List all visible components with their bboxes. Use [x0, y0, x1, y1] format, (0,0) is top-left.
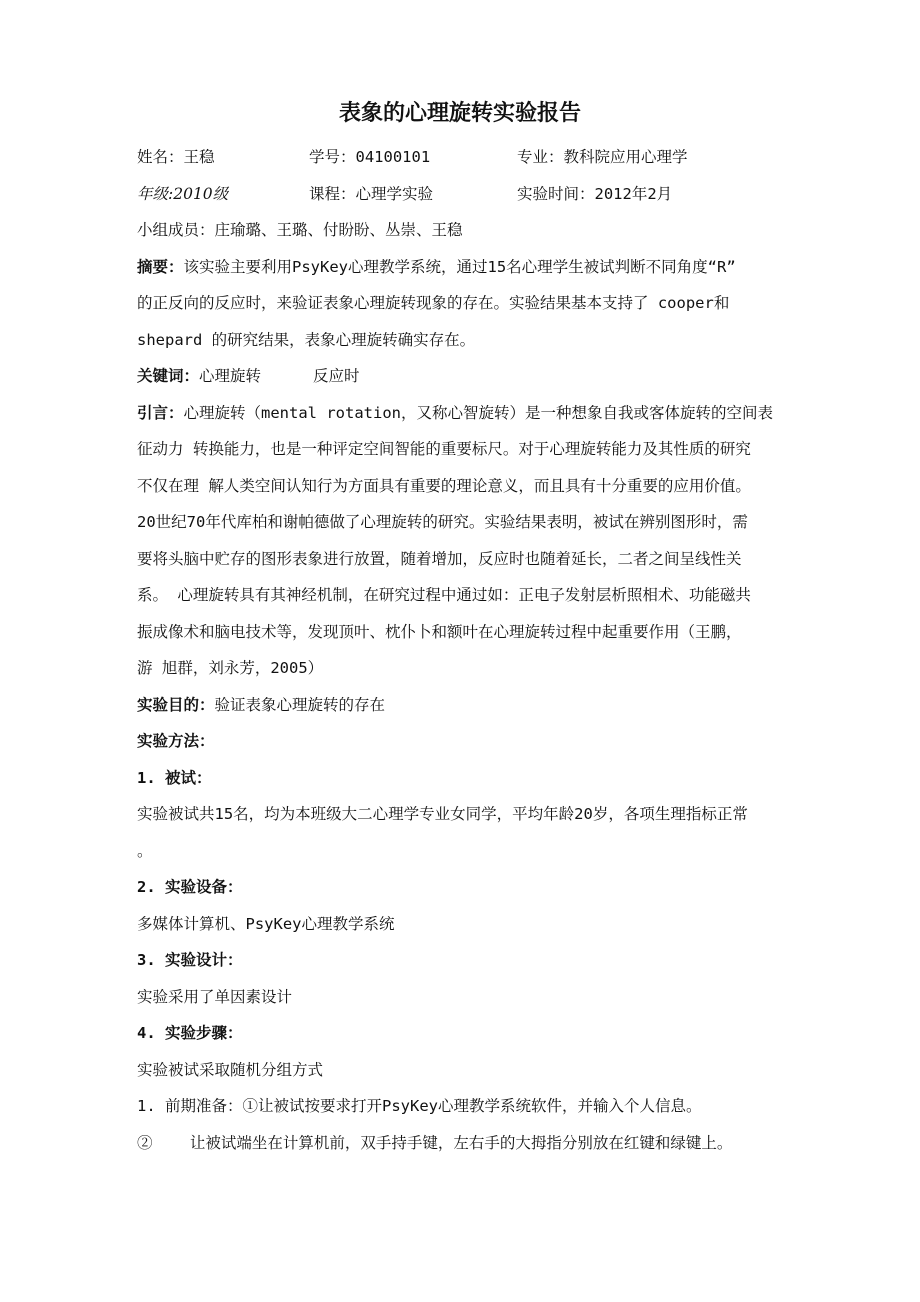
abstract-line: shepard 的研究结果，表象心理旋转确实存在。: [137, 330, 476, 349]
step-1: 1. 前期准备：①让被试按要求打开PsyKey心理教学系统软件，并输入个人信息。: [137, 1097, 702, 1115]
course: 课程：心理学实验: [309, 184, 434, 203]
design-heading: 3. 实验设计：: [137, 951, 243, 969]
keyword: 反应时: [313, 367, 360, 385]
major: 专业：教科院应用心理学: [517, 148, 688, 166]
intro-label: 引言：: [137, 403, 184, 422]
abstract-label: 摘要：: [137, 257, 184, 276]
equipment-text: 多媒体计算机、PsyKey心理教学系统: [137, 914, 395, 933]
intro-line: 征动力 转换能力，也是一种评定空间智能的重要标尺。对于心理旋转能力及其性质的研究: [137, 440, 751, 458]
subjects-text: 。: [137, 841, 153, 860]
document-body: [137, 95, 797, 1161]
subjects-heading: 1. 被试：: [137, 768, 212, 787]
purpose-text: 验证表象心理旋转的存在: [214, 695, 386, 714]
step-2: ② 让被试端坐在计算机前，双手持手键，左右手的大拇指分别放在红键和绿键上。: [137, 1133, 733, 1152]
student-name: 姓名：王稳: [137, 148, 215, 166]
intro-line: 要将头脑中贮存的图形表象进行放置，随着增加，反应时也随着延长，二者之间呈线性关: [137, 549, 742, 568]
grade: 年级:2010级: [137, 184, 229, 203]
abstract-line: 的正反向的反应时，来验证表象心理旋转现象的存在。实验结果基本支持了 cooper和: [137, 294, 730, 312]
group-members: 小组成员：庄瑜璐、王璐、付盼盼、丛崇、王稳: [137, 221, 463, 239]
abstract-text: 该实验主要利用PsyKey心理教学系统，通过15名心理学生被试判断不同角度“R”: [183, 257, 736, 276]
intro-line: 游 旭群，刘永芳，2005）: [137, 659, 324, 677]
intro-line: 系。 心理旋转具有其神经机制，在研究过程中通过如：正电子发射层析照相术、功能磁共: [137, 586, 751, 604]
document-title: 表象的心理旋转实验报告: [338, 101, 581, 126]
design-text: 实验采用了单因素设计: [137, 987, 293, 1006]
intro-line: 不仅在理 解人类空间认知行为方面具有重要的理论意义，而且具有十分重要的应用价值。: [137, 476, 751, 495]
subjects-text: 实验被试共15名，均为本班级大二心理学专业女同学，平均年龄20岁，各项生理指标正常: [137, 805, 748, 823]
intro-line: 振成像术和脑电技术等，发现顶叶、枕仆卜和额叶在心理旋转过程中起重要作用（王鹏，: [137, 622, 742, 641]
keywords-label: 关键词：: [137, 367, 200, 385]
methods-heading: 实验方法：: [137, 732, 215, 750]
keywords: [137, 358, 797, 395]
info-row-1: [137, 139, 797, 176]
intro-text: 心理旋转（mental rotation，又称心智旋转）是一种想象自我或客体旋转的空间表: [183, 403, 773, 422]
experiment-date: 实验时间：2012年2月: [517, 184, 673, 203]
purpose: [137, 687, 797, 724]
student-id: 学号：04100101: [309, 148, 431, 166]
abstract-line: [137, 249, 797, 286]
steps-intro: 实验被试采取随机分组方式: [137, 1060, 324, 1079]
info-row-2: [137, 176, 797, 213]
intro-line: 20世纪70年代库柏和谢帕德做了心理旋转的研究。实验结果表明，被试在辨别图形时，需: [137, 513, 748, 531]
keyword: 心理旋转: [199, 367, 262, 385]
intro-line: [137, 395, 797, 432]
equipment-heading: 2. 实验设备：: [137, 878, 243, 896]
steps-heading: 4. 实验步骤：: [137, 1024, 243, 1042]
purpose-label: 实验目的：: [137, 695, 215, 714]
